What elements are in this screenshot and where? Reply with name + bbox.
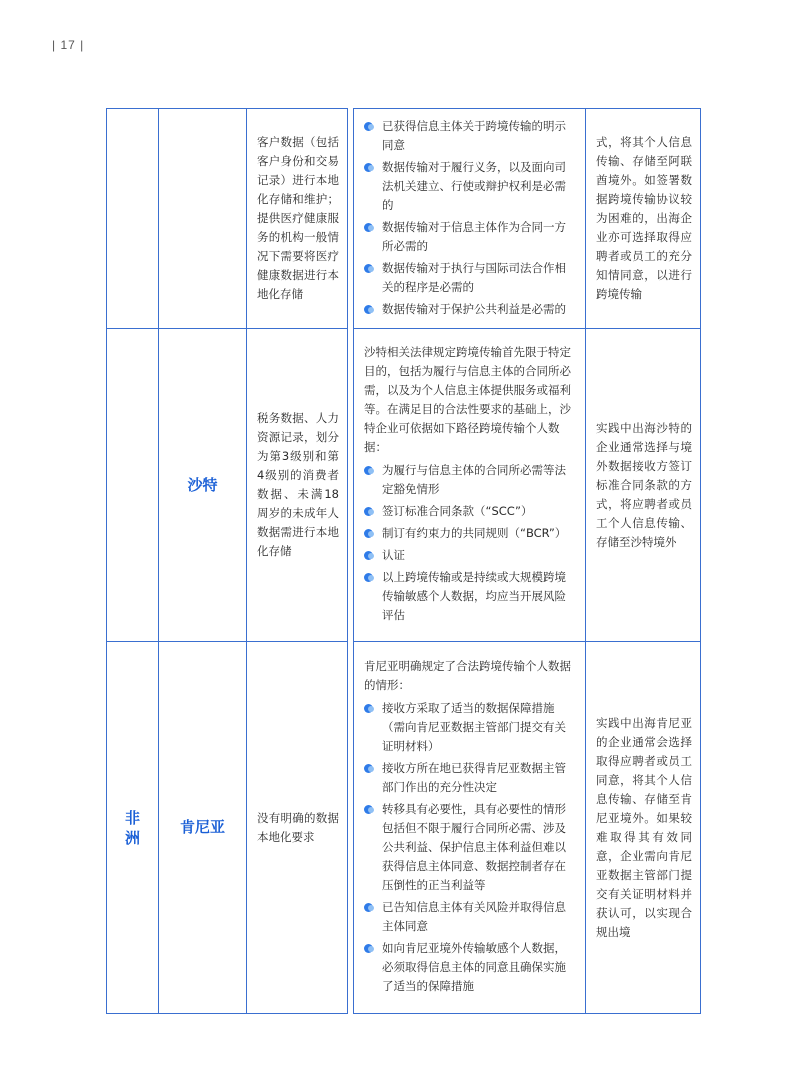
list-item: 转移具有必要性，具有必要性的情形包括但不限于履行合同所必需、涉及公共利益、保护信息主体利益但难以获得信息主体同意、数据控制者存在压倒性的正当利益等	[364, 800, 577, 895]
list-item: 接收方所在地已获得肯尼亚数据主管部门作出的充分性决定	[364, 759, 577, 797]
list-item: 数据传输对于执行与国际司法合作相关的程序是必需的	[364, 259, 577, 297]
list-item: 已告知信息主体有关风险并取得信息主体同意	[364, 898, 577, 936]
bullet-dot-icon	[364, 529, 374, 538]
bullet-dot-icon	[364, 122, 374, 131]
bullet-dot-icon	[364, 903, 374, 912]
list-item: 数据传输对于信息主体作为合同一方所必需的	[364, 218, 577, 256]
bullet-dot-icon	[364, 944, 374, 953]
table-row	[107, 642, 701, 1014]
list-item: 签订标准合同条款（“SCC”）	[364, 502, 577, 521]
bullet-dot-icon	[364, 704, 374, 713]
country-cell	[159, 109, 247, 329]
conditions-cell	[354, 329, 586, 642]
bullet-dot-icon	[364, 573, 374, 582]
conditions-cell	[354, 109, 586, 329]
list-item: 认证	[364, 546, 577, 565]
country-cell	[159, 642, 247, 1014]
region-cell	[107, 109, 159, 329]
conditions-intro: 肯尼亚明确规定了合法跨境传输个人数据的情形：	[364, 658, 571, 692]
practice-text: 实践中出海沙特的企业通常选择与境外数据接收方签订标准合同条款的方式，将应聘者或员工个人信息传输、存储至沙特境外	[596, 420, 692, 549]
list-item: 制订有约束力的共同规则（“BCR”）	[364, 524, 577, 543]
bullet-dot-icon	[364, 764, 374, 773]
country-cell	[159, 329, 247, 642]
conditions-intro: 沙特相关法律规定跨境传输首先限于特定目的，包括为履行与信息主体的合同所必需，以及为个人信息主体提供服务或福利等。在满足目的合法性要求的基础上，沙特企业可依据如下路径跨境传输个人数据：	[364, 344, 571, 454]
bullet-dot-icon	[364, 805, 374, 814]
bullet-dot-icon	[364, 466, 374, 475]
bullet-dot-icon	[364, 305, 374, 314]
list-item: 数据传输对于保护公共利益是必需的	[364, 300, 577, 319]
conditions-list	[364, 461, 577, 625]
localization-text: 税务数据、人力资源记录，划分为第3级别和第4级别的消费者数据、未满18周岁的未成年人数据需进行本地化存储	[257, 411, 339, 558]
region-cell	[107, 329, 159, 642]
bullet-dot-icon	[364, 223, 374, 232]
list-item: 如向肯尼亚境外传输敏感个人数据，必须取得信息主体的同意且确保实施了适当的保障措施	[364, 939, 577, 996]
practice-cell	[586, 642, 701, 1014]
list-item: 数据传输对于履行义务，以及面向司法机关建立、行使或辩护权利是必需的	[364, 158, 577, 215]
conditions-list	[364, 117, 577, 319]
practice-text: 实践中出海肯尼亚的企业通常会选择取得应聘者或员工同意，将其个人信息传输、存储至肯尼亚境外。如果较难取得其有效同意，企业需向肯尼亚数据主管部门提交有关证明材料并获认可，以实现合规出境	[596, 715, 692, 939]
localization-text: 没有明确的数据本地化要求	[257, 810, 339, 844]
localization-cell	[247, 109, 348, 329]
country-name: 肯尼亚	[179, 818, 225, 836]
country-name: 沙特	[187, 475, 218, 494]
list-item: 已获得信息主体关于跨境传输的明示同意	[364, 117, 577, 155]
region-cell	[107, 642, 159, 1014]
practice-cell	[586, 109, 701, 329]
conditions-list	[364, 699, 577, 996]
bullet-dot-icon	[364, 163, 374, 172]
localization-cell	[247, 329, 348, 642]
list-item: 以上跨境传输或是持续或大规模跨境传输敏感个人数据，均应当开展风险评估	[364, 568, 577, 625]
conditions-cell	[354, 642, 586, 1014]
list-item: 接收方采取了适当的数据保障措施（需向肯尼亚数据主管部门提交有关证明材料）	[364, 699, 577, 756]
practice-text: 式，将其个人信息传输、存储至阿联酋境外。如签署数据跨境传输协议较为困难的，出海企业亦可选择取得应聘者或员工的充分知情同意，以进行跨境传输	[596, 135, 692, 301]
bullet-dot-icon	[364, 264, 374, 273]
table-row	[107, 329, 701, 642]
table-row	[107, 109, 701, 329]
bullet-dot-icon	[364, 507, 374, 516]
localization-cell	[247, 642, 348, 1014]
practice-cell	[586, 329, 701, 642]
localization-text: 客户数据（包括客户身份和交易记录）进行本地化存储和维护；提供医疗健康服务的机构一般情况下需要将医疗健康数据进行本地化存储	[257, 135, 339, 301]
cross-border-data-table	[106, 108, 701, 1014]
region-name: 非洲	[124, 808, 140, 847]
bullet-dot-icon	[364, 551, 374, 560]
page-number: | 17 |	[52, 38, 85, 52]
list-item: 为履行与信息主体的合同所必需等法定豁免情形	[364, 461, 577, 499]
